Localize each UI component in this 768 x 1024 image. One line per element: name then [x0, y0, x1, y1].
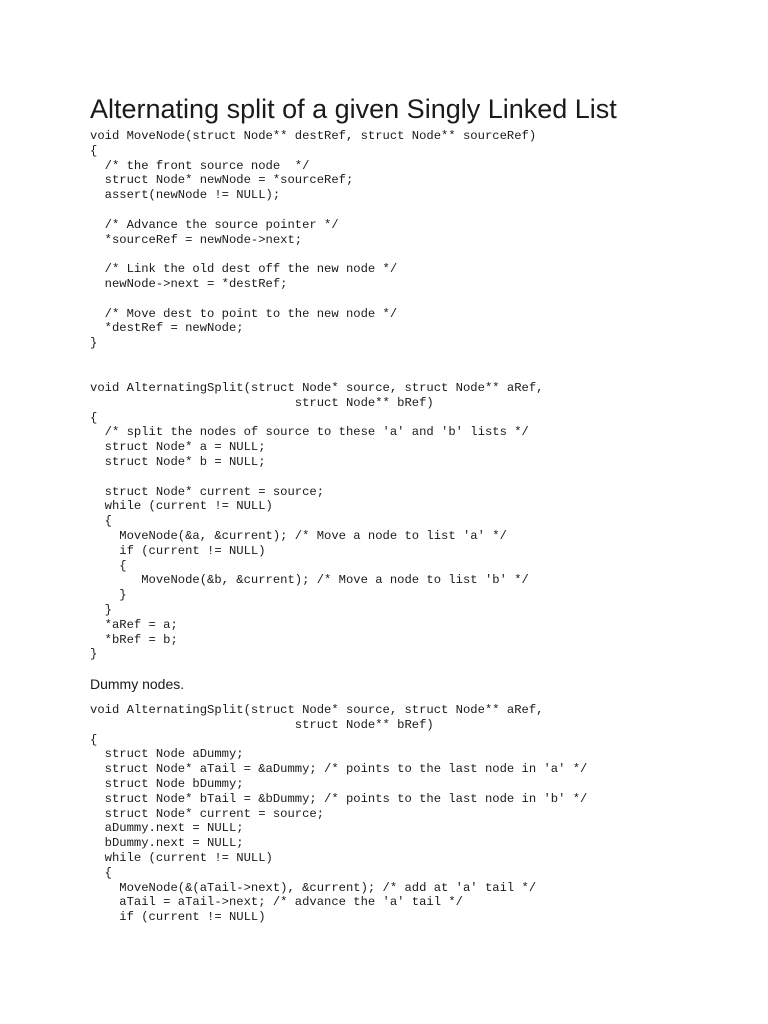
code-block-movenode: void MoveNode(struct Node** destRef, struct Node** sourceRef) { /* the front source node */ struct Node* newNode = *sourceRef; assert(newNode != NULL); /* Advance the source pointer */ *sourceRef = newNode->next; /* Link the old dest off the new node */ newNode->next = *destRef; /* Move dest to point to the new node */ *destRef = newNode; } [90, 129, 537, 351]
page-title: Alternating split of a given Singly Linked List [90, 94, 617, 124]
section-subheading: Dummy nodes. [90, 676, 185, 692]
code-block-dummy-nodes: void AlternatingSplit(struct Node* source, struct Node** aRef, struct Node** bRef) { struct Node aDummy; struct Node* aTail = &aDummy; /* points to the last node in 'a' */ struct Node bDummy; struct Node* bTail = &bDummy; /* points to the last node in 'b' */ struct Node* current = source; aDummy.next = NULL; bDummy.next = NULL; while (current != NULL) { MoveNode(&(aTail->next), &current); /* add at 'a' tail */ aTail = aTail->next; /* advance the 'a' tail */ if (current != NULL) [90, 703, 588, 925]
code-block-alternating-split: void AlternatingSplit(struct Node* source, struct Node** aRef, struct Node** bRef) { /* split the nodes of source to these 'a' and 'b' lists */ struct Node* a = NULL; struct Node* b = NULL; struct Node* current = source; while (current != NULL) { MoveNode(&a, &current); /* Move a node to list 'a' */ if (current != NULL) { MoveNode(&b, &current); /* Move a node to list 'b' */ } } *aRef = a; *bRef = b; } [90, 381, 544, 662]
